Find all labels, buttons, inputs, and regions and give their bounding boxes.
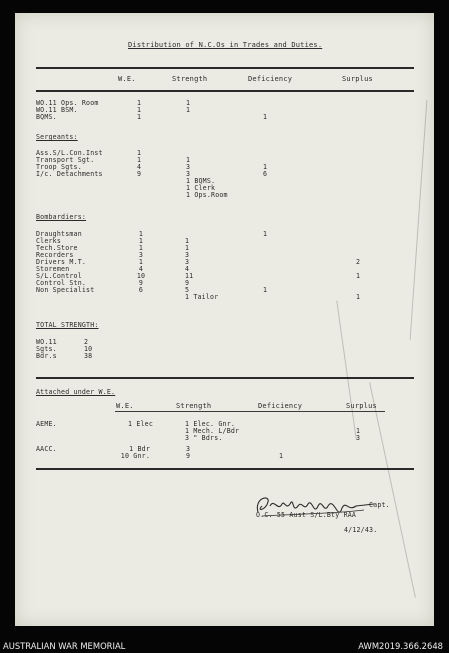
bombardiers-strength bbox=[185, 231, 218, 301]
sergeants-labels bbox=[36, 150, 103, 178]
archive-footer bbox=[0, 640, 449, 653]
sergeants-heading: Sergeants: bbox=[36, 133, 78, 141]
we-value: 1 bbox=[138, 237, 144, 245]
bombardiers-labels bbox=[36, 231, 94, 301]
we-value: 1 bbox=[137, 99, 142, 107]
deficiency-value bbox=[263, 266, 267, 273]
deficiency-value bbox=[263, 273, 267, 280]
we-value: 9 bbox=[137, 170, 142, 178]
strength-extra: 1 Clerk bbox=[186, 184, 216, 192]
attached-col-strength: Strength bbox=[176, 402, 212, 410]
col-header-surplus: Surplus bbox=[342, 75, 373, 83]
total-label: WO.11 bbox=[36, 338, 57, 346]
aacc-we bbox=[100, 446, 150, 460]
we-value: 4 bbox=[137, 163, 142, 171]
strength-value: 11 bbox=[185, 272, 194, 280]
surplus-value bbox=[356, 238, 360, 245]
we-value: 3 bbox=[138, 251, 144, 259]
sergeants-strength bbox=[186, 150, 228, 199]
aeme-label: AEME. bbox=[36, 420, 57, 428]
we-value: 4 bbox=[138, 265, 144, 273]
deficiency-value: 1 bbox=[263, 163, 268, 171]
totals-labels bbox=[36, 339, 57, 360]
strength-value: 3 bbox=[186, 163, 191, 171]
surplus-value: 1 bbox=[356, 293, 361, 301]
deficiency-value bbox=[263, 252, 267, 259]
deficiency-value bbox=[263, 259, 267, 266]
deficiency-value bbox=[263, 245, 267, 252]
bombardiers-deficiency bbox=[263, 231, 267, 301]
row-label: Storemen bbox=[36, 265, 70, 273]
signature-unit: O.C. 55 Aust S/L.Bty RAA bbox=[256, 511, 357, 519]
block1-deficiency bbox=[263, 100, 267, 121]
we-value: 10 Gnr. bbox=[120, 452, 150, 460]
row-label: WO.11 Ops. Room bbox=[36, 99, 99, 107]
bombardiers-we bbox=[134, 231, 148, 301]
surplus-value: 3 bbox=[356, 434, 361, 442]
row-label: BQMS. bbox=[36, 113, 57, 121]
handwritten-signature bbox=[252, 492, 382, 526]
row-label: Troop Sgts. bbox=[36, 163, 82, 171]
surplus-value bbox=[356, 245, 360, 252]
strength-value: 3 bbox=[185, 258, 190, 266]
deficiency-value: 1 bbox=[263, 286, 268, 294]
sergeants-we bbox=[137, 150, 141, 178]
col-header-we: W.E. bbox=[118, 75, 136, 83]
we-value: 1 bbox=[137, 113, 142, 121]
attached-col-we: W.E. bbox=[116, 402, 134, 410]
row-label: Control Stn. bbox=[36, 279, 87, 287]
block1-strength bbox=[186, 100, 190, 121]
strength-value: 3 " Bdrs. bbox=[185, 434, 223, 442]
row-label: Draughtsman bbox=[36, 230, 82, 238]
total-label: Sgts. bbox=[36, 345, 57, 353]
aacc-label: AACC. bbox=[36, 445, 57, 453]
strength-value: 3 bbox=[186, 170, 191, 178]
surplus-value bbox=[356, 231, 360, 238]
strength-value: 1 bbox=[186, 106, 191, 114]
strength-value: 1 bbox=[185, 237, 190, 245]
table-top-rule bbox=[36, 67, 414, 69]
footer-institution: AUSTRALIAN WAR MEMORIAL bbox=[3, 641, 126, 651]
we-value: 1 bbox=[138, 258, 144, 266]
bombardiers-surplus bbox=[356, 231, 360, 301]
we-value: 1 bbox=[138, 230, 144, 238]
section-rule bbox=[36, 377, 414, 379]
totals-values bbox=[84, 339, 92, 360]
deficiency-value bbox=[263, 294, 267, 301]
total-label: Bdr.s bbox=[36, 352, 57, 360]
attached-header-rule bbox=[115, 411, 385, 412]
strength-value: 1 bbox=[186, 156, 191, 164]
deficiency-value bbox=[263, 100, 267, 107]
total-value: 10 bbox=[84, 345, 93, 353]
aeme-strength bbox=[185, 421, 239, 442]
strength-value: 1 bbox=[185, 244, 190, 252]
strength-value: 3 bbox=[185, 251, 190, 259]
row-label: WO.11 BSM. bbox=[36, 106, 78, 114]
block1-we bbox=[137, 100, 141, 121]
col-header-strength: Strength bbox=[172, 75, 208, 83]
surplus-value: 1 bbox=[356, 272, 361, 280]
strength-value: 1 bbox=[186, 99, 191, 107]
sergeants-deficiency bbox=[263, 150, 267, 178]
we-value: 1 bbox=[137, 156, 142, 164]
we-value: 10 bbox=[136, 272, 146, 280]
strength-value: 9 bbox=[186, 452, 191, 460]
we-value: 1 bbox=[137, 106, 142, 114]
footer-accession-number: AWM2019.366.2648 bbox=[358, 641, 443, 651]
strength-value bbox=[185, 231, 218, 238]
deficiency-value: 1 bbox=[263, 230, 268, 238]
row-label: Ass.S/L.Con.Inst bbox=[36, 149, 103, 157]
attached-col-surplus: Surplus bbox=[346, 402, 377, 410]
strength-value: 1 Tailor bbox=[185, 293, 219, 301]
row-label: Recorders bbox=[36, 251, 74, 259]
we-value: 6 bbox=[138, 286, 144, 294]
we-value: 1 Bdr bbox=[129, 445, 150, 453]
deficiency-value: 6 bbox=[263, 170, 268, 178]
row-label: Drivers M.T. bbox=[36, 258, 87, 266]
total-value: 38 bbox=[84, 352, 93, 360]
row-label bbox=[36, 294, 94, 301]
block1-labels bbox=[36, 100, 99, 121]
row-label: Non Specialist bbox=[36, 286, 95, 294]
bombardiers-heading: Bombardiers: bbox=[36, 213, 87, 221]
surplus-value: 2 bbox=[356, 258, 361, 266]
row-label: S/L.Control bbox=[36, 272, 82, 280]
we-value: 9 bbox=[138, 279, 144, 287]
strength-value: 1 Mech. L/Bdr bbox=[185, 427, 240, 435]
attached-col-deficiency: Deficiency bbox=[258, 402, 303, 410]
section-end-rule bbox=[36, 468, 414, 470]
strength-value: 5 bbox=[185, 286, 190, 294]
surplus-value bbox=[356, 280, 360, 287]
we-value: 1 bbox=[138, 244, 144, 252]
col-header-deficiency: Deficiency bbox=[248, 75, 293, 83]
strength-value bbox=[186, 114, 190, 121]
strength-value: 3 bbox=[186, 445, 191, 453]
strength-extra: 1 Ops.Room bbox=[186, 191, 228, 199]
row-label: Transport Sgt. bbox=[36, 156, 95, 164]
aacc-strength bbox=[186, 446, 190, 460]
deficiency-value bbox=[263, 238, 267, 245]
strength-value: 1 Elec. Gnr. bbox=[185, 420, 236, 428]
deficiency-value: 1 bbox=[263, 113, 268, 121]
deficiency-value bbox=[263, 150, 267, 157]
strength-value bbox=[186, 150, 228, 157]
total-value: 2 bbox=[84, 338, 89, 346]
aeme-surplus bbox=[356, 421, 360, 442]
row-label: Clerks bbox=[36, 237, 62, 245]
row-label: Tech.Store bbox=[36, 244, 78, 252]
attached-heading: Attached under W.E. bbox=[36, 388, 116, 396]
aacc-deficiency: 1 bbox=[279, 452, 284, 460]
table-header-rule bbox=[36, 90, 414, 92]
we-value bbox=[134, 294, 148, 301]
we-value: 1 bbox=[137, 149, 142, 157]
strength-extra: 1 BQMS. bbox=[186, 177, 216, 185]
signature-date: 4/12/43. bbox=[344, 526, 378, 534]
total-strength-heading: TOTAL STRENGTH: bbox=[36, 321, 99, 329]
surplus-value: 1 bbox=[356, 427, 361, 435]
strength-value: 9 bbox=[185, 279, 190, 287]
signature-rank: Capt. bbox=[369, 501, 390, 509]
row-label: I/c. Detachments bbox=[36, 170, 103, 178]
strength-value: 4 bbox=[185, 265, 190, 273]
aeme-we: 1 Elec bbox=[128, 420, 154, 428]
document-title: Distribution of N.C.Os in Trades and Duties. bbox=[128, 41, 323, 49]
